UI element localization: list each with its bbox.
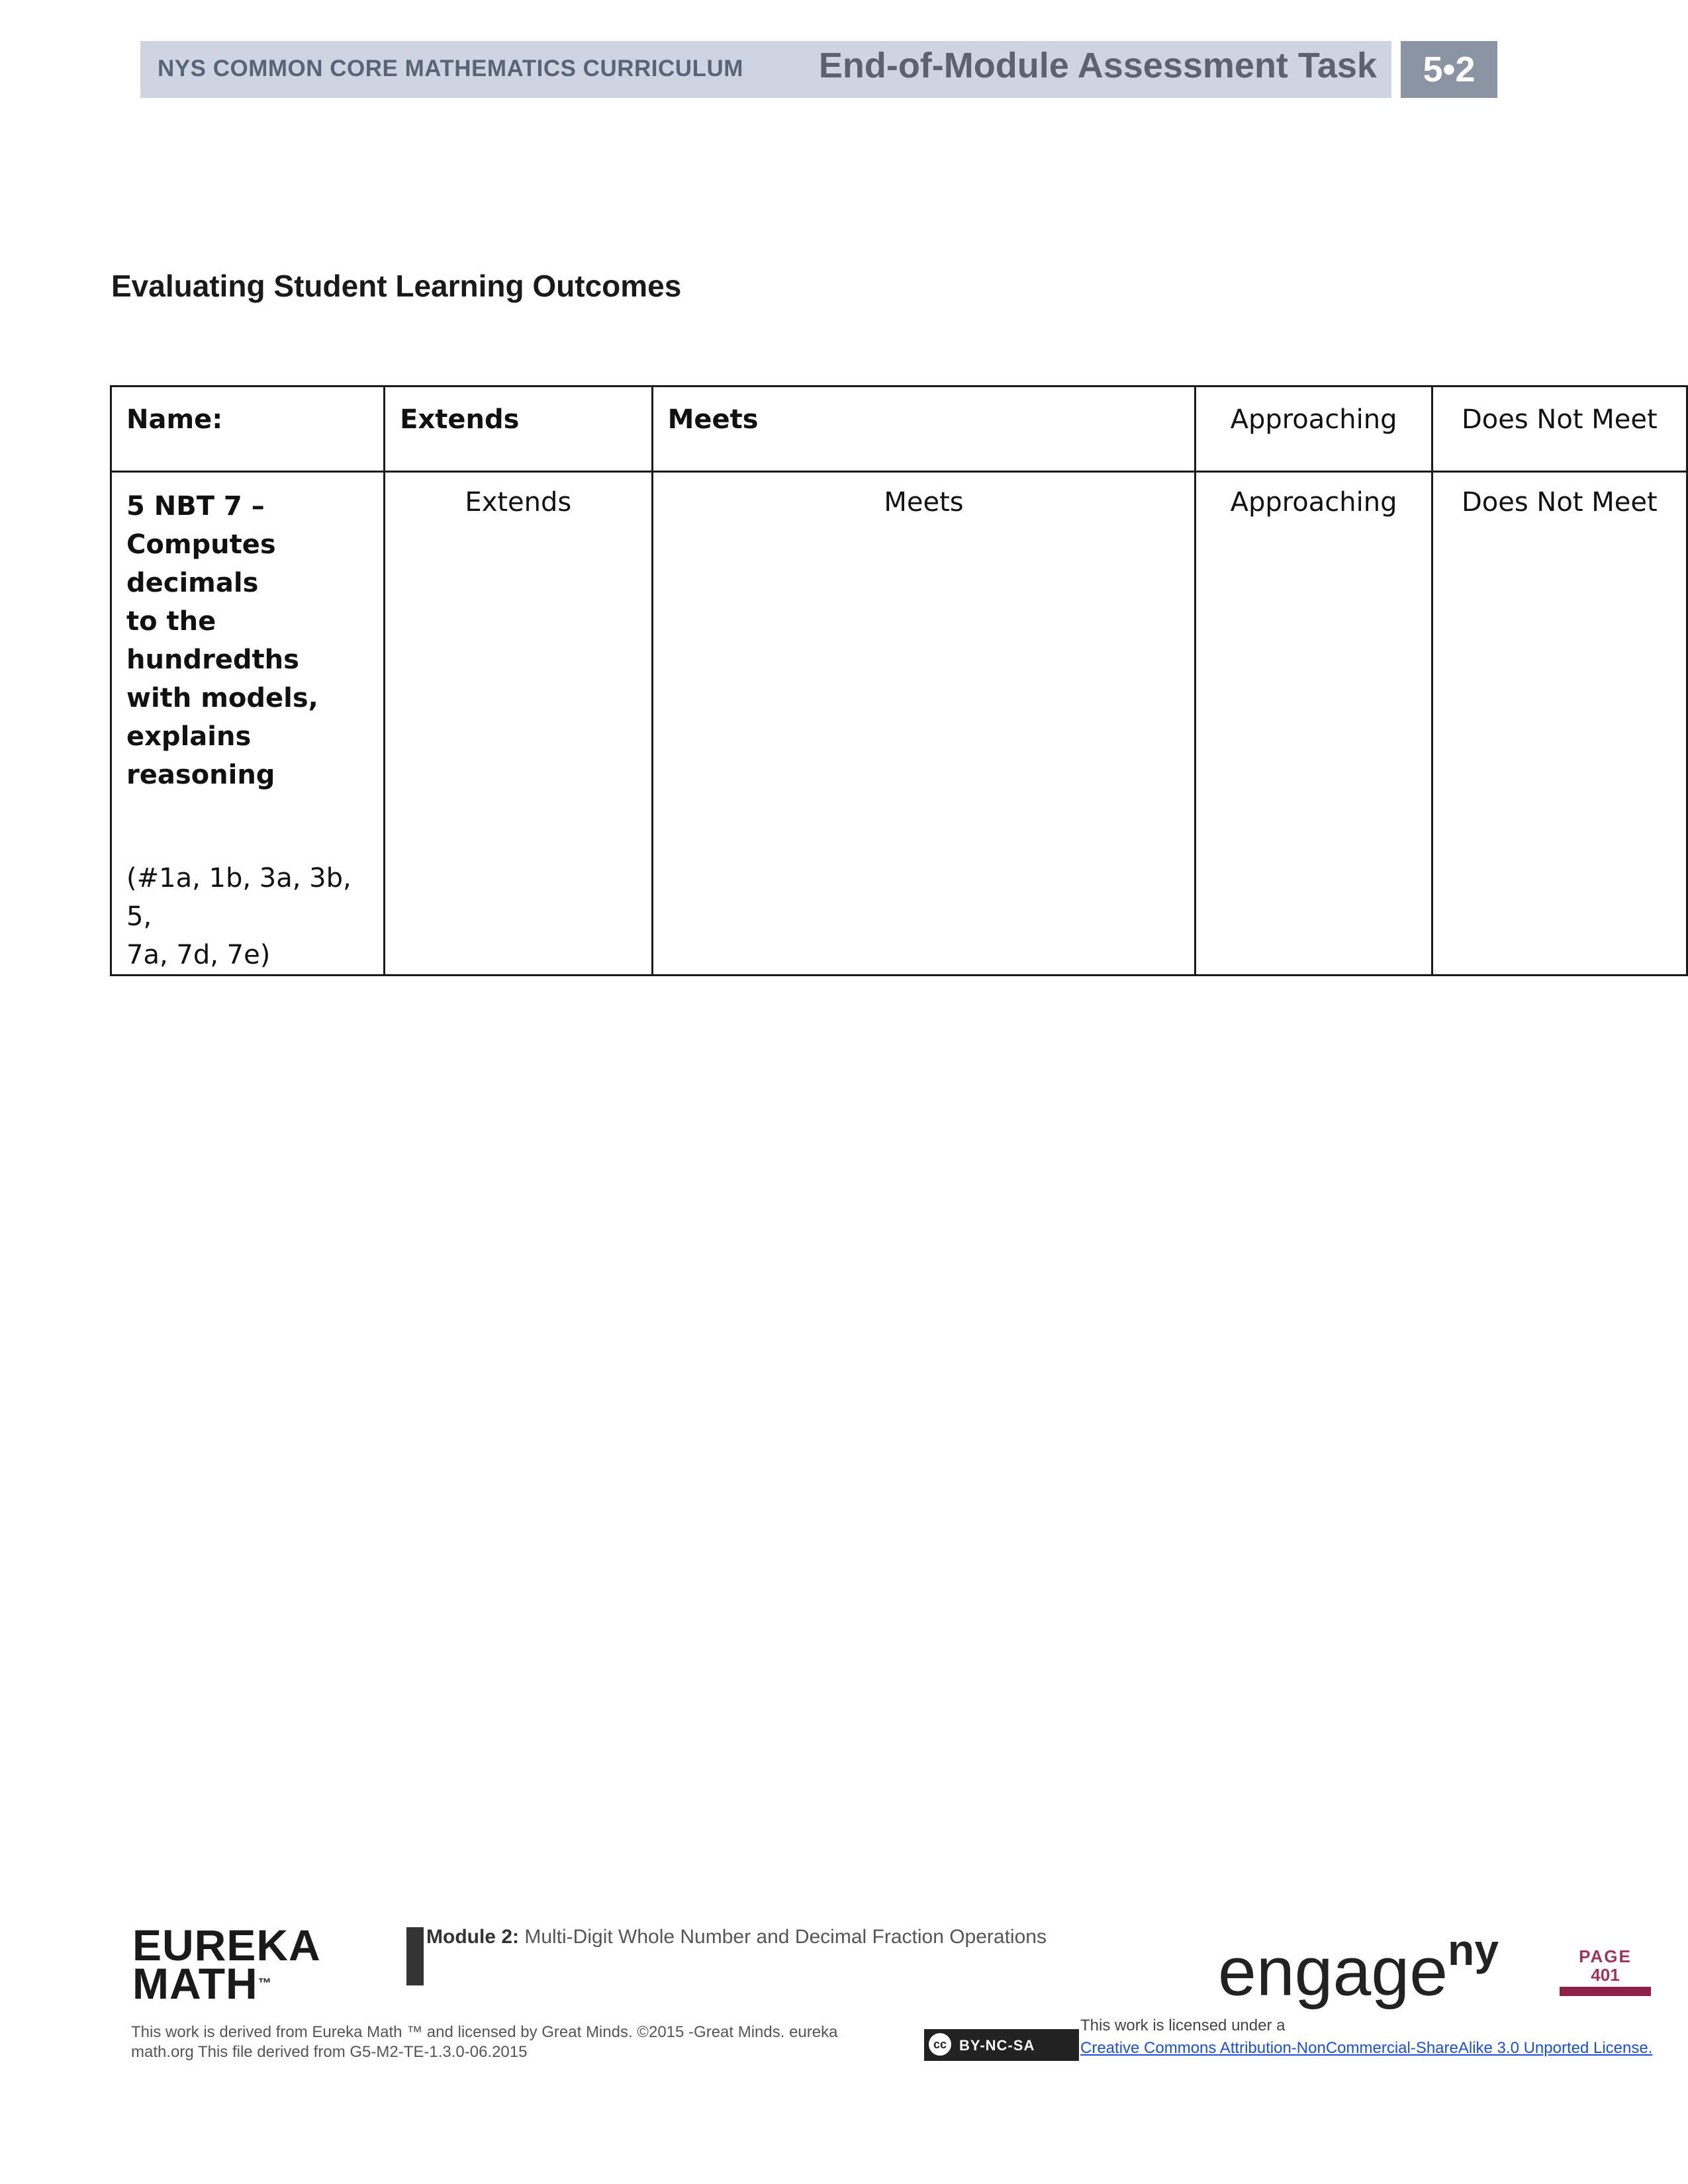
standard-items — [126, 859, 373, 974]
rubric-table — [110, 385, 1688, 976]
header-name-cell[interactable]: Name: — [111, 387, 385, 472]
standard-items-line: (#1a, 1b, 3a, 3b, 5, — [126, 863, 352, 932]
table-row — [111, 472, 1687, 976]
header-banner — [140, 41, 1391, 98]
standard-title — [126, 487, 373, 794]
cc-icon: cc — [929, 2033, 951, 2056]
header-does-not-meet-cell: Does Not Meet — [1432, 387, 1687, 472]
cc-label: BY-NC-SA — [959, 2037, 1035, 2054]
module-label: Module 2: — [426, 1926, 519, 1948]
standard-items-line: 7a, 7d, 7e) — [126, 940, 271, 970]
module-bar-decoration — [406, 1927, 424, 1985]
logo-math: MATH — [132, 1959, 258, 2008]
engageny-logo — [1218, 1925, 1499, 2012]
standard-title-line: with models, — [126, 683, 318, 713]
module-line — [426, 1926, 1047, 1948]
eureka-math-logo — [132, 1921, 321, 2008]
module-title: Multi-Digit Whole Number and Decimal Fraction Operations — [524, 1926, 1047, 1948]
header-approaching-cell: Approaching — [1196, 387, 1432, 472]
page-label: PAGE — [1579, 1946, 1632, 1966]
page-number: 401 — [1591, 1965, 1620, 1985]
license-line: This work is licensed under a — [1080, 2017, 1286, 2034]
meets-cell[interactable]: Meets — [652, 472, 1196, 976]
does-not-meet-cell[interactable]: Does Not Meet — [1432, 472, 1687, 976]
page-number-box — [1560, 1947, 1651, 1996]
license-notice — [1080, 2015, 1652, 2060]
cc-license-badge[interactable] — [924, 2029, 1079, 2061]
standard-title-line: explains reasoning — [126, 721, 275, 790]
standard-title-line: 5 NBT 7 – — [126, 491, 265, 522]
table-header-row — [111, 387, 1687, 472]
curriculum-title: NYS COMMON CORE MATHEMATICS CURRICULUM — [158, 56, 743, 81]
standard-title-line: to the hundredths — [126, 606, 299, 675]
extends-cell[interactable]: Extends — [385, 472, 652, 976]
header-meets-cell: Meets — [652, 387, 1196, 472]
engage-text: engage — [1218, 1933, 1448, 2011]
engage-sup: ny — [1448, 1925, 1499, 1974]
derived-notice — [131, 2023, 837, 2062]
standard-title-line: Computes decimals — [126, 529, 276, 598]
logo-tm: ™ — [258, 1976, 272, 1991]
standard-cell — [111, 472, 385, 976]
license-link[interactable]: Creative Commons Attribution-NonCommercial-ShareAlike 3.0 Unported License. — [1080, 2039, 1653, 2057]
derived-line: This work is derived from Eureka Math ™ and licensed by Great Minds. ©2015 -Great Minds. eureka — [131, 2023, 838, 2041]
logo-line: EUREKA — [132, 1921, 321, 1970]
task-title: End-of-Module Assessment Task — [818, 46, 1377, 85]
page-bar — [1560, 1987, 1651, 1996]
grade-module-badge: 5•2 — [1401, 41, 1497, 98]
header-extends-cell: Extends — [385, 387, 652, 472]
approaching-cell[interactable]: Approaching — [1196, 472, 1432, 976]
page-title: Evaluating Student Learning Outcomes — [111, 269, 682, 303]
derived-line: math.org This file derived from G5-M2-TE-1.3.0-06.2015 — [131, 2043, 528, 2061]
logo-line — [132, 1959, 321, 2008]
